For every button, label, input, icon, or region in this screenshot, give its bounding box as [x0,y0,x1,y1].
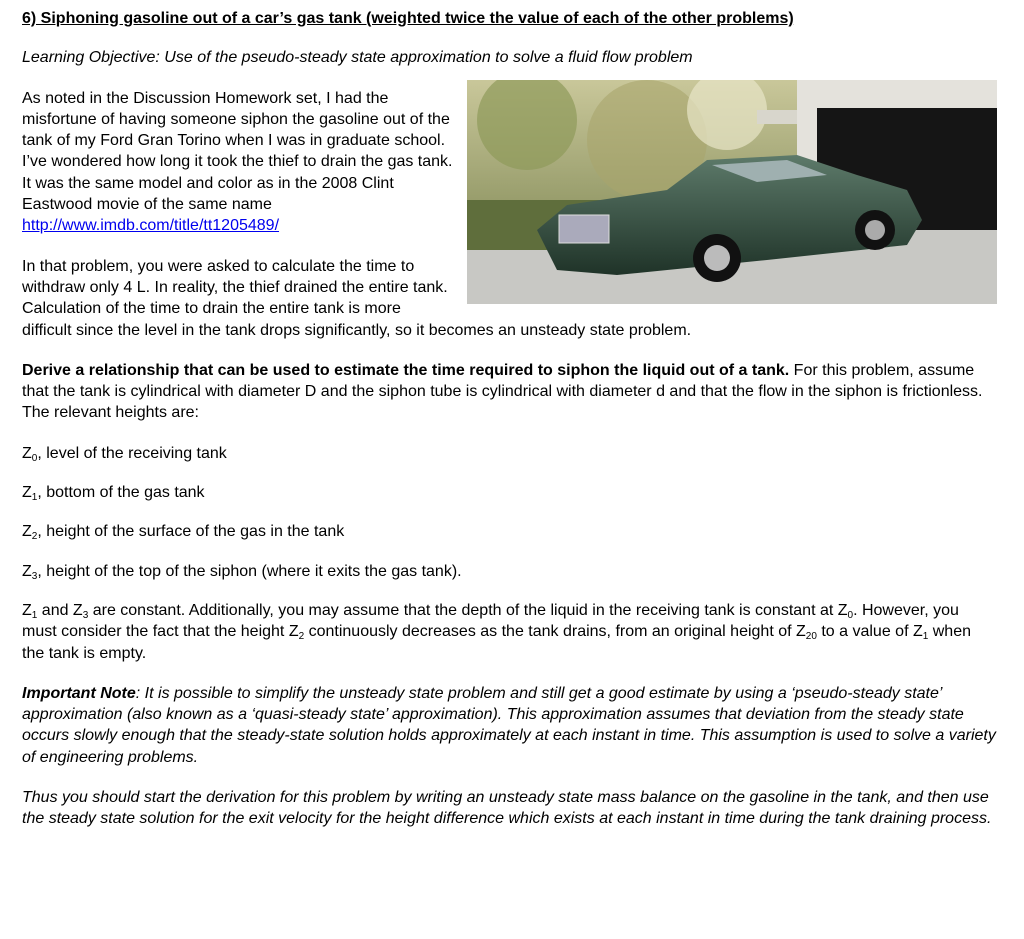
height-symbol: Z [22,523,32,541]
derive-rest: For this problem, assume that the tank is cylindrical with diameter D and the siphon tube is cylindrical with diameter d and that the flow in the siphon is frictionless. The relevant heights are: [22,361,983,422]
note-label: Important Note [22,684,136,702]
subscript: 0 [847,609,854,621]
height-symbol: Z [22,562,32,580]
intro-text: As noted in the Discussion Homework set, I had the misfortune of having someone siphon the gasoline out of the tank of my Ford Gran Torino when I was in graduate school. I’ve wondered how long it took the thief to drain the gas tank. It was the same model and color as in the 2008 Clint Eastwood movie of the same name [22,89,453,214]
height-desc: , level of the receiving tank [37,444,227,462]
subscript: 2 [298,631,305,643]
constants-paragraph [22,600,997,664]
thus-paragraph: Thus you should start the derivation for this problem by writing an unsteady state mass balance on the gasoline in the tank, and then use the steady state solution for the exit velocity for the height difference which exists at each instant in time during the tank draining process. [22,789,992,828]
height-desc: , height of the top of the siphon (where it exits the gas tank). [37,562,462,580]
text: . However, you must consider the fact that the height Z [22,601,959,641]
height-symbol: Z [22,484,32,502]
height-subscript: 0 [31,452,38,464]
derive-paragraph [22,360,997,424]
subscript: 3 [82,609,89,621]
height-desc: , height of the surface of the gas in the tank [37,523,345,541]
height-symbol: Z [22,444,32,462]
text: are constant. Additionally, you may assume that the depth of the liquid in the receiving tank is constant at Z [88,601,848,619]
subscript: 1 [922,631,929,643]
text: continuously decreases as the tank drains, from an original height of Z [304,623,806,641]
note-text: : It is possible to simplify the unsteady state problem and still get a good estimate by using a ‘pseudo-steady state’ approximation (also known as a ‘quasi-steady state’ approximation). This approximation assumes that deviation from the steady state occurs slowly enough that the steady-state solution holds approximately at each instant in time. This assumption is used to solve a variety of engineering problems. [22,684,996,766]
imdb-link[interactable]: http://www.imdb.com/title/tt1205489/ [22,217,280,235]
height-desc: , bottom of the gas tank [37,484,205,502]
text: and Z [37,601,83,619]
height-z1 [22,482,997,503]
height-subscript: 2 [31,531,38,543]
height-z2 [22,521,997,542]
derive-bold: Derive a relationship that can be used to estimate the time required to siphon the liquid out of a tank. [22,361,790,379]
text: to a value of Z [816,623,923,641]
problem-paragraph: In that problem, you were asked to calculate the time to withdraw only 4 L. In reality, the thief drained the entire tank. Calculation of the time to drain the entire tank is more difficult since the level in the tank drops significantly, so it becomes an unsteady state problem. [22,257,692,339]
height-subscript: 3 [31,570,38,582]
height-z0 [22,443,997,464]
important-note [22,683,997,768]
text: Z [22,601,32,619]
text: when the tank is empty. [22,623,971,662]
height-z3 [22,561,997,582]
subscript: 1 [31,609,38,621]
height-subscript: 1 [31,492,38,504]
car-photo [467,80,997,304]
learning-objective: Learning Objective: Use of the pseudo-steady state approximation to solve a fluid flow problem [22,49,693,67]
problem-title: 6) Siphoning gasoline out of a car’s gas tank (weighted twice the value of each of the other problems) [22,10,794,27]
subscript: 20 [805,631,817,643]
